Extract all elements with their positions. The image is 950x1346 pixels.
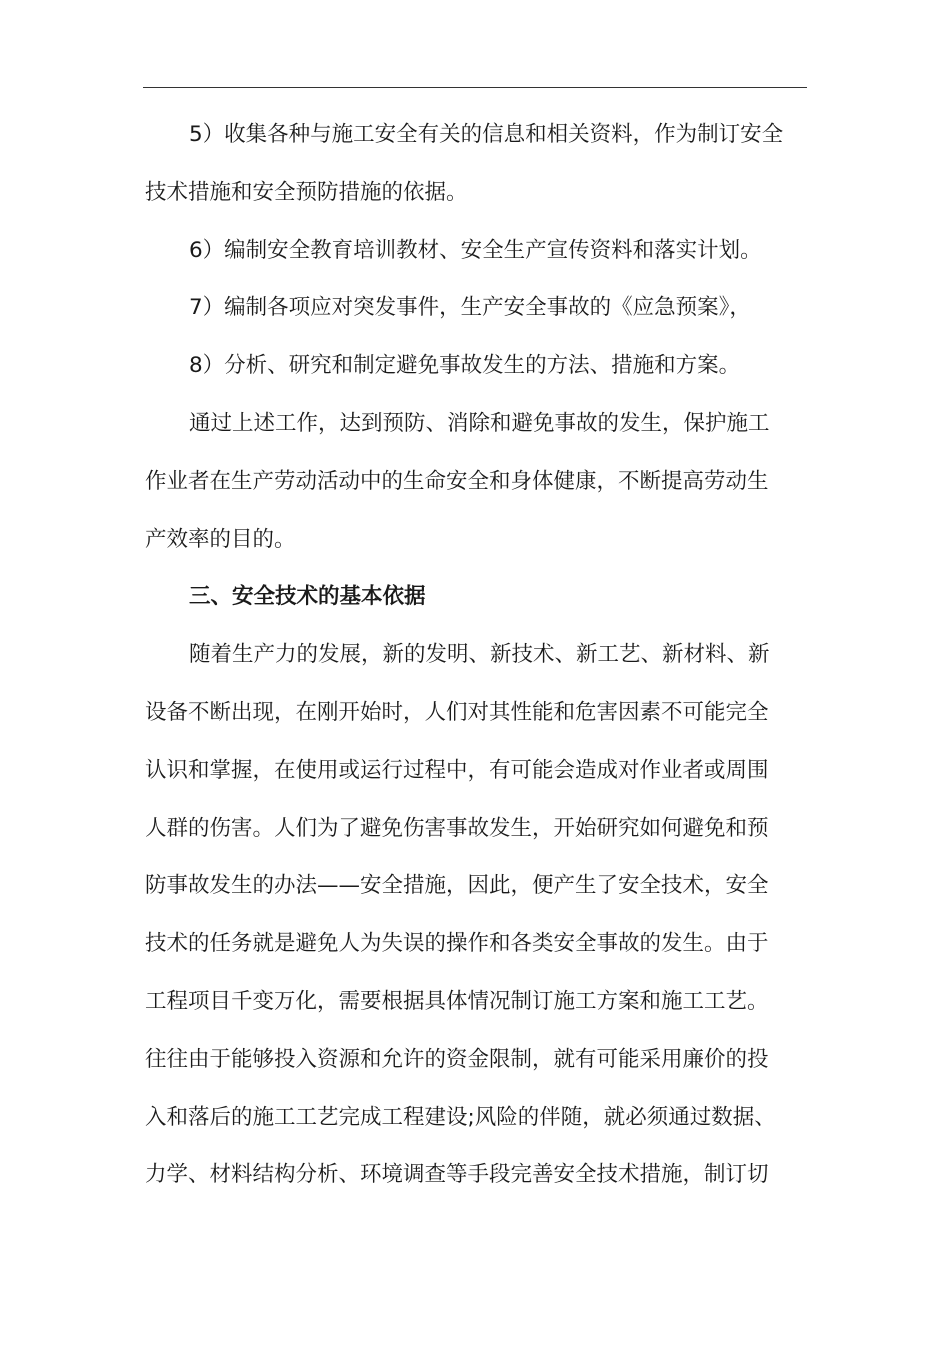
text-line: 8）分析、研究和制定避免事故发生的方法、措施和方案。 — [189, 353, 741, 379]
text-line: 工程项目千变万化，需要根据具体情况制订施工方案和施工工艺。 — [145, 988, 769, 1014]
text-line: 作业者在生产劳动活动中的生命安全和身体健康，不断提高劳动生 — [145, 468, 769, 494]
text-line: 通过上述工作，达到预防、消除和避免事故的发生，保护施工 — [189, 410, 770, 436]
text-line: 认识和掌握，在使用或运行过程中，有可能会造成对作业者或周围 — [145, 757, 769, 783]
text-line: 设备不断出现，在刚开始时，人们对其性能和危害因素不可能完全 — [145, 699, 769, 725]
text-line: 力学、材料结构分析、环境调查等手段完善安全技术措施，制订切 — [145, 1162, 769, 1188]
text-line: 7）编制各项应对突发事件，生产安全事故的《应急预案》， — [189, 295, 751, 321]
text-line: 人群的伤害。人们为了避免伤害事故发生，开始研究如何避免和预 — [145, 815, 769, 841]
body-text — [145, 106, 807, 1204]
section-heading: 三、安全技术的基本依据 — [189, 584, 426, 610]
text-line: 入和落后的施工工艺完成工程建设;风险的伴随，就必须通过数据、 — [145, 1104, 776, 1130]
text-line: 随着生产力的发展，新的发明、新技术、新工艺、新材料、新 — [189, 642, 770, 668]
text-line: 技术措施和安全预防措施的依据。 — [145, 179, 468, 205]
text-line: 产效率的目的。 — [145, 526, 296, 552]
text-line: 防事故发生的办法——安全措施，因此，便产生了安全技术，安全 — [145, 873, 769, 899]
text-line: 技术的任务就是避免人为失误的操作和各类安全事故的发生。由于 — [145, 931, 769, 957]
text-line: 往往由于能够投入资源和允许的资金限制，就有可能采用廉价的投 — [145, 1046, 769, 1072]
text-line: 6）编制安全教育培训教材、安全生产宣传资料和落实计划。 — [189, 237, 762, 263]
text-line: 5）收集各种与施工安全有关的信息和相关资料，作为制订安全 — [189, 122, 784, 147]
header-rule — [143, 87, 807, 88]
